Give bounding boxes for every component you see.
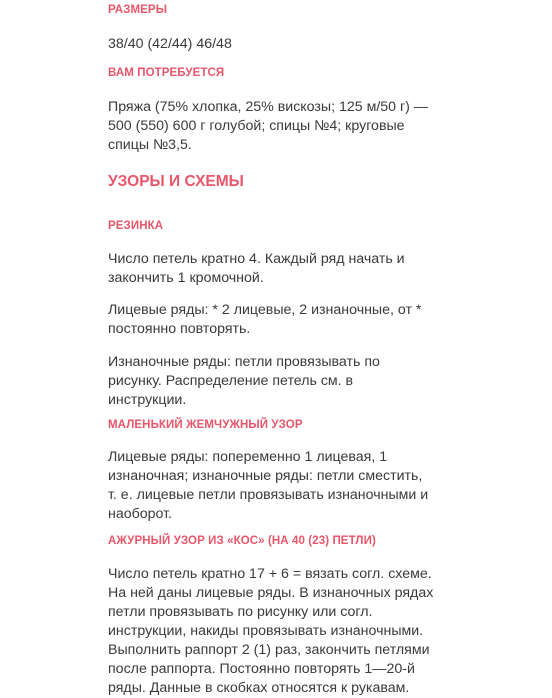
seed-stitch-paragraph: Лицевые ряды: попеременно 1 лицевая, 1 изнаночная; изнаночные ряды: петли сместить, т. е. лицевые петли провязывать изнаночными и наоборот. [108,449,429,522]
lace-heading: АЖУРНЫЙ УЗОР ИЗ «КОС» (НА 40 (23) ПЕТЛИ) [108,535,376,547]
materials-heading: ВАМ ПОТРЕБУЕТСЯ [108,67,225,79]
seed-stitch-heading: МАЛЕНЬКИЙ ЖЕМЧУЖНЫЙ УЗОР [108,419,303,431]
sizes-text: 38/40 (42/44) 46/48 [108,36,232,52]
rib-paragraph-3: Изнаночные ряды: петли провязывать по рисунку. Распределение петель см. в инструкции. [108,354,380,408]
lace-paragraph: Число петель кратно 17 + 6 = вязать согл. схеме. На ней даны лицевые ряды. В изнаночных рядах петли провязывать по рисунку или согл. инструкции, накиды провязывать изнаночными. Выполнить раппорт 2 (1) раз, закончить петлями после раппорта. Постоянно повторять 1—20-й ряды. Данные в скобках относятся к рукавам. [108,566,434,696]
materials-text: Пряжа (75% хлопка, 25% вискозы; 125 м/50 г) — 500 (550) 600 г голубой; спицы №4; круговые спицы №3,5. [108,99,429,153]
rib-paragraph-2: Лицевые ряды: * 2 лицевые, 2 изнаночные, от * постоянно повторять. [108,302,422,337]
rib-paragraph-1: Число петель кратно 4. Каждый ряд начать и закончить 1 кромочной. [108,251,405,286]
rib-heading: РЕЗИНКА [108,220,164,232]
sizes-heading: РАЗМЕРЫ [108,4,168,16]
patterns-title: УЗОРЫ И СХЕМЫ [108,173,244,190]
